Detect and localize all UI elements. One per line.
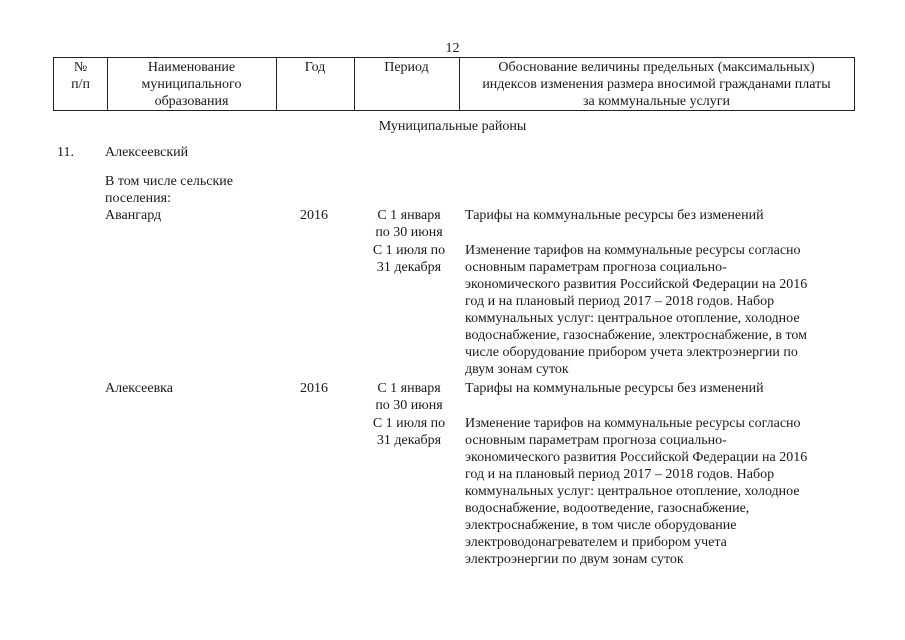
period-text: Изменение тарифов на коммунальные ресурсы согласно основным параметрам прогноза социально- экономического развития Российской Федерации на 2016 год и на плановый период 2017 – 2018 годов. Набор коммунальных услуг: центральное отопление, холодное водоснабжение, газоснабжение, электроснабжение, в том числе оборудование прибором учета электроэнергии по двум зонам суток: [465, 243, 808, 377]
header-col-name: Наименование муниципального образования: [141, 60, 242, 109]
district-number: 11.: [57, 145, 74, 160]
period-text: Тарифы на коммунальные ресурсы без изменений: [465, 208, 764, 223]
section-title: Муниципальные районы: [378, 119, 527, 134]
settlement-name: Авангард: [105, 208, 162, 223]
settlement-year: 2016: [300, 208, 328, 223]
period-text: Изменение тарифов на коммунальные ресурсы согласно основным параметрам прогноза социально- экономического развития Российской Федерации на 2016 год и на плановый период 2017 – 2018 годов. Набор коммунальных услуг: центральное отопление, холодное водоснабжение, водоотведение, газоснабжение, электроснабжение, в том числе оборудование электроводонагревателем и прибором учета электроэнергии по двум зонам суток: [465, 416, 808, 567]
period-label: С 1 января по 30 июня: [375, 208, 443, 240]
header-col-period: Период: [384, 60, 429, 75]
page-number: 12: [445, 41, 460, 56]
header-col-number: № п/п: [71, 60, 90, 92]
header-col-reason: Обоснование величины предельных (максимальных) индексов изменения размера вносимой гражданами платы за коммунальные услуги: [482, 60, 831, 109]
table-header: [53, 57, 855, 111]
settlement-year: 2016: [300, 381, 328, 396]
period-text: Тарифы на коммунальные ресурсы без изменений: [465, 381, 764, 396]
settlement-name: Алексеевка: [105, 381, 173, 396]
period-label: С 1 января по 30 июня: [375, 381, 443, 413]
district-name: Алексеевский: [105, 145, 189, 160]
header-col-year: Год: [304, 60, 326, 75]
period-label: С 1 июля по 31 декабря: [372, 243, 446, 275]
period-label: С 1 июля по 31 декабря: [372, 416, 446, 448]
subheading: В том числе сельские поселения:: [105, 174, 234, 206]
